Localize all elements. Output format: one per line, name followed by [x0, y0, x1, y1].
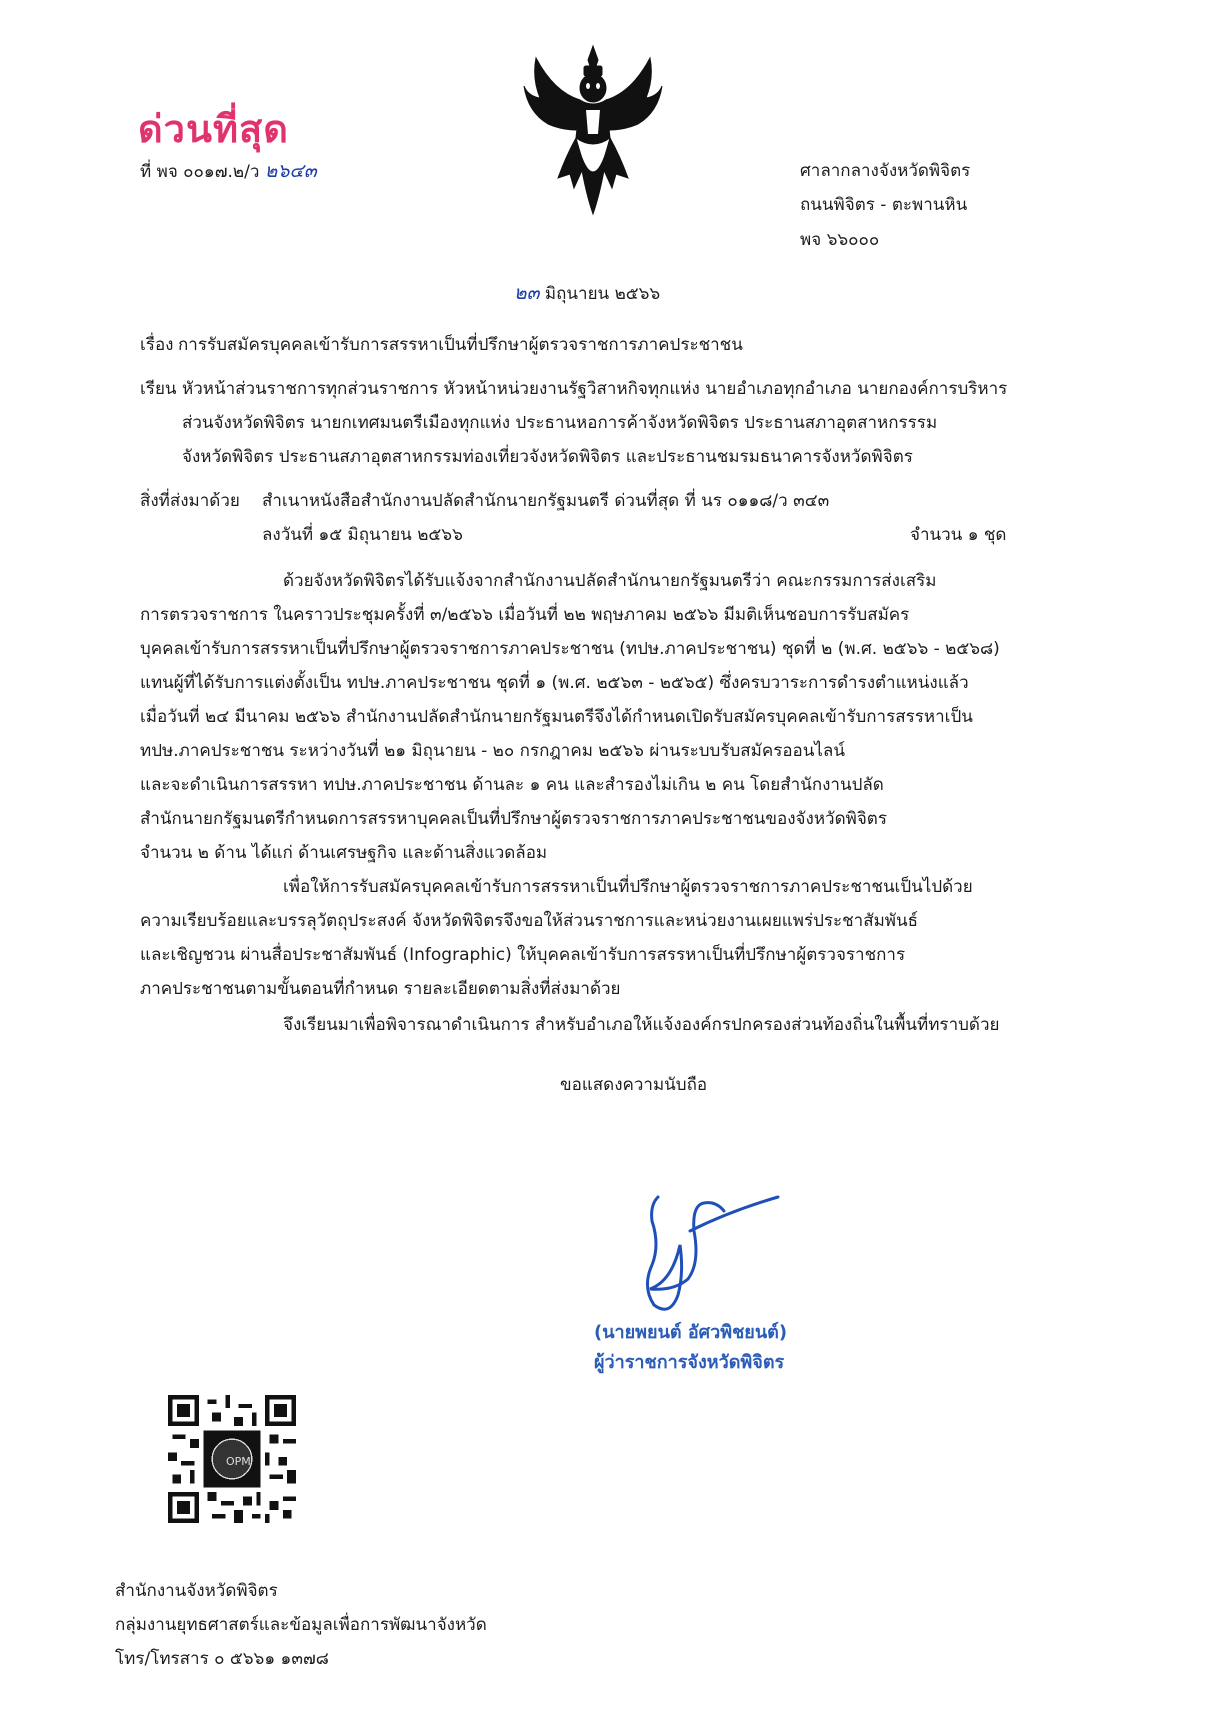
body-line: ทปษ.ภาคประชาชน ระหว่างวันที่ ๒๑ มิถุนายน - ๒๐ กรกฎาคม ๒๕๖๖ ผ่านระบบรับสมัครออนไลน์	[140, 741, 845, 761]
subject-label: เรื่อง	[140, 335, 174, 355]
to-line-1: หัวหน้าส่วนราชการทุกส่วนราชการ หัวหน้าหน่วยงานรัฐวิสาหกิจทุกแห่ง นายอำเภอทุกอำเภอ นายกองค์การบริหาร	[182, 379, 1008, 399]
body-line: เพื่อให้การรับสมัครบุคคลเข้ารับการสรรหาเป็นที่ปรึกษาผู้ตรวจราชการภาคประชาชนเป็นไปด้วย	[283, 877, 973, 897]
footer-division: กลุ่มงานยุทธศาสตร์และข้อมูลเพื่อการพัฒนาจังหวัด	[115, 1615, 487, 1635]
body-line: และจะดำเนินการสรรหา ทปษ.ภาคประชาชน ด้านละ ๑ คน และสำรองไม่เกิน ๒ คน โดยสำนักงานปลัด	[140, 775, 884, 795]
qr-code-label: OPM	[226, 1455, 251, 1468]
body-line: แทนผู้ที่ได้รับการแต่งตั้งเป็น ทปษ.ภาคประชาชน ชุดที่ ๑ (พ.ศ. ๒๕๖๓ - ๒๕๖๕) ซึ่งครบวาระการดำรงตำแหน่งแล้ว	[140, 673, 969, 693]
enclosure-line-2: ลงวันที่ ๑๕ มิถุนายน ๒๕๖๖	[262, 525, 463, 545]
enclosure-label: สิ่งที่ส่งมาด้วย	[140, 491, 240, 511]
signatory-position: ผู้ว่าราชการจังหวัดพิจิตร	[594, 1352, 785, 1373]
body-line: ความเรียบร้อยและบรรลุวัตถุประสงค์ จังหวัดพิจิตรจึงขอให้ส่วนราชการและหน่วยงานเผยแพร่ประชาสัมพันธ์	[140, 911, 918, 931]
footer-office: สำนักงานจังหวัดพิจิตร	[115, 1581, 278, 1601]
enclosure-quantity: จำนวน ๑ ชุด	[910, 525, 1007, 545]
address-line-1: ศาลากลางจังหวัดพิจิตร	[800, 161, 971, 181]
body-line: บุคคลเข้ารับการสรรหาเป็นที่ปรึกษาผู้ตรวจราชการภาคประชาชน (ทปษ.ภาคประชาชน) ชุดที่ ๒ (พ.ศ. ๒๕๖๖ - ๒๕๖๘)	[140, 639, 1000, 659]
to-line-2: ส่วนจังหวัดพิจิตร นายกเทศมนตรีเมืองทุกแห่ง ประธานหอการค้าจังหวัดพิจิตร ประธานสภาอุตสาหกรรรม	[182, 413, 938, 433]
body-line: และเชิญชวน ผ่านสื่อประชาสัมพันธ์ (Infographic) ให้บุคคลเข้ารับการสรรหาเป็นที่ปรึกษาผู้ตรวจราชการ	[140, 945, 906, 965]
closing-regards: ขอแสดงความนับถือ	[560, 1075, 708, 1095]
body-line: จึงเรียนมาเพื่อพิจารณาดำเนินการ สำหรับอำเภอให้แจ้งองค์กรปกครองส่วนท้องถิ่นในพื้นที่ทราบด้วย	[283, 1015, 1000, 1035]
document-number-prefix: ที่ พจ ๐๐๑๗.๒/ว	[140, 162, 260, 182]
signature-image	[640, 1185, 840, 1325]
subject-text: การรับสมัครบุคคลเข้ารับการสรรหาเป็นที่ปรึกษาผู้ตรวจราชการภาคประชาชน	[178, 335, 743, 355]
body-paragraph-2	[140, 870, 1120, 1006]
signatory-name: (นายพยนต์ อัศวพิชยนต์)	[594, 1322, 788, 1343]
body-line: การตรวจราชการ ในคราวประชุมครั้งที่ ๓/๒๕๖๖ เมื่อวันที่ ๒๒ พฤษภาคม ๒๕๖๖ มีมติเห็นชอบการรับสมัคร	[140, 605, 910, 625]
body-line: ภาคประชาชนตามขั้นตอนที่กำหนด รายละเอียดตามสิ่งที่ส่งมาด้วย	[140, 979, 621, 999]
to-line-3: จังหวัดพิจิตร ประธานสภาอุตสาหกรรมท่องเที่ยวจังหวัดพิจิตร และประธานชมรมธนาคารจังหวัดพิจิตร	[182, 447, 913, 467]
document-number	[140, 154, 317, 189]
body-line: จำนวน ๒ ด้าน ได้แก่ ด้านเศรษฐกิจ และด้านสิ่งแวดล้อม	[140, 843, 548, 863]
to-label: เรียน	[140, 379, 177, 399]
body-paragraph-1	[140, 564, 1120, 870]
body-paragraph-3	[140, 1008, 1120, 1042]
urgency-stamp: ด่วนที่สุด	[138, 107, 289, 151]
document-date	[514, 276, 660, 311]
garuda-emblem-icon	[518, 38, 668, 218]
enclosure-line-1: สำเนาหนังสือสำนักงานปลัดสำนักนายกรัฐมนตรี ด่วนที่สุด ที่ นร ๐๑๑๘/ว ๓๔๓	[262, 491, 830, 511]
body-line: สำนักนายกรัฐมนตรีกำหนดการสรรหาบุคคลเป็นที่ปรึกษาผู้ตรวจราชการภาคประชาชนของจังหวัดพิจิตร	[140, 809, 887, 829]
address-line-2: ถนนพิจิตร - ตะพานหิน	[800, 195, 968, 215]
footer-phone: โทร/โทรสาร ๐ ๕๖๖๑ ๑๓๗๘	[115, 1649, 329, 1669]
document-number-handwritten: ๒๖๔๓	[264, 160, 317, 182]
address-line-3: พจ ๖๖๐๐๐	[800, 230, 880, 250]
body-line: ด้วยจังหวัดพิจิตรได้รับแจ้งจากสำนักงานปลัดสำนักนายกรัฐมนตรีว่า คณะกรรมการส่งเสริม	[283, 571, 937, 591]
body-line: เมื่อวันที่ ๒๔ มีนาคม ๒๕๖๖ สำนักงานปลัดสำนักนายกรัฐมนตรีจึงได้กำหนดเปิดรับสมัครบุคคลเข้ารับการสรรหาเป็น	[140, 707, 973, 727]
date-day-handwritten: ๒๓	[514, 282, 540, 304]
date-month-year: มิถุนายน ๒๕๖๖	[544, 284, 661, 304]
